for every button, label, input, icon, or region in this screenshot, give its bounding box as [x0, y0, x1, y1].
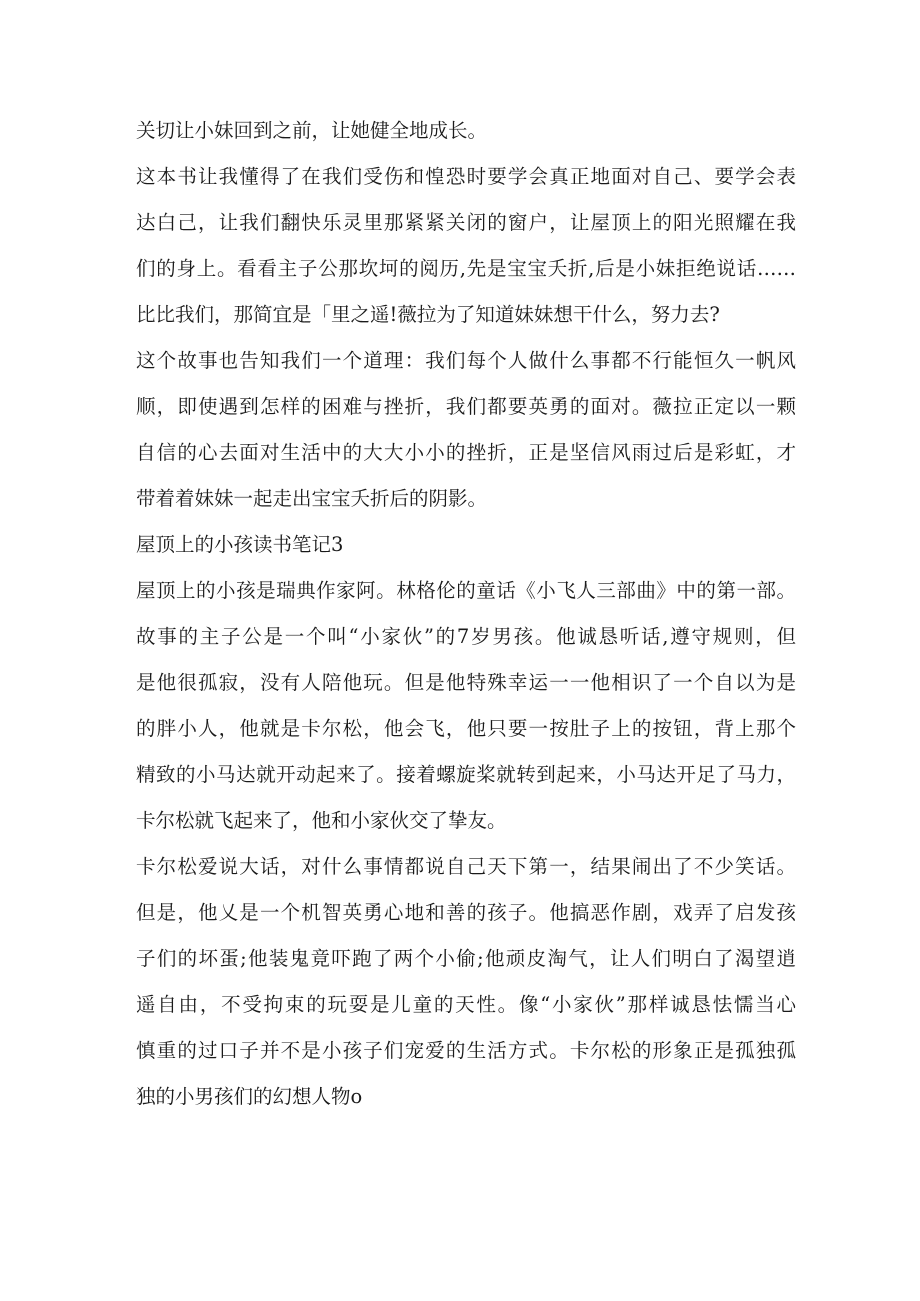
text-line: 达白己，让我们翻快乐灵里那紧紧关闭的窗户，让屋顶上的阳光照耀在我: [136, 211, 796, 234]
text-line: 顺，即使遇到怎样的困难与挫折，我们都要英勇的面对。薇拉正定以一颗: [136, 395, 796, 418]
document-body: [136, 108, 796, 1120]
text-line: 关切让小妹回到之前，让她健全地成长。: [136, 119, 488, 142]
text-line: 比比我们，那简宜是「里之遥!薇拉为了知道妹妹想干什么，努力去?: [136, 303, 720, 326]
text-line: 精致的小马达就开动起来了。接着螺旋桨就转到起来，小马达开足了马力，: [136, 763, 796, 786]
text-line: 这个故事也告知我们一个道理：我们每个人做什么事都不行能恒久一帆风: [136, 349, 796, 372]
text-line: 是他很孤寂，没有人陪他玩。但是他特殊幸运一一他相识了一个自以为是: [136, 671, 796, 694]
section-heading: 屋顶上的小孩读书笔记3: [136, 533, 344, 556]
text-line: 但是，他乂是一个机智英勇心地和善的孩子。他搞恶作剧，戏弄了启发孩: [136, 901, 796, 924]
text-line: 慎重的过口子并不是小孩子们宠爱的生活方式。卡尔松的形象正是孤独孤: [136, 1039, 796, 1062]
text-line: 屋顶上的小孩是瑞典作家阿。林格伦的童话《小飞人三部曲》中的第一部。: [136, 579, 796, 602]
text-line: 带着着妹妹一起走出宝宝夭折后的阴影。: [136, 487, 488, 510]
text-line: 自信的心去面对生活中的大大小小的挫折，正是坚信风雨过后是彩虹，才: [136, 441, 796, 464]
text-line: 的胖小人，他就是卡尔松，他会飞，他只要一按肚子上的按钮，背上那个: [136, 717, 796, 740]
text-line: 独的小男孩们的幻想人物o: [136, 1085, 363, 1108]
text-line: 卡尔松爱说大话，对什么事情都说自己天下第一，结果闹出了不少笑话。: [136, 855, 796, 878]
text-line: 们的身上。看看主子公那坎坷的阅历,先是宝宝夭折,后是小妹拒绝说话……: [136, 257, 796, 280]
text-line: 子们的坏蛋;他装鬼竟吓跑了两个小偷;他顽皮淘气，让人们明白了渴望逍: [136, 947, 796, 970]
text-line: 遥自由，不受拘束的玩耍是儿童的天性。像“小家伙”那样诚恳怯懦当心: [136, 993, 796, 1016]
text-line: 故事的主子公是一个叫“小家伙”的7岁男孩。他诚恳听话,遵守规则，但: [136, 625, 796, 648]
text-line: 卡尔松就飞起来了，他和小家伙交了挚友。: [136, 809, 507, 832]
text-line: 这本书让我懂得了在我们受伤和惶恐时要学会真正地面对自己、要学会表: [136, 165, 796, 188]
